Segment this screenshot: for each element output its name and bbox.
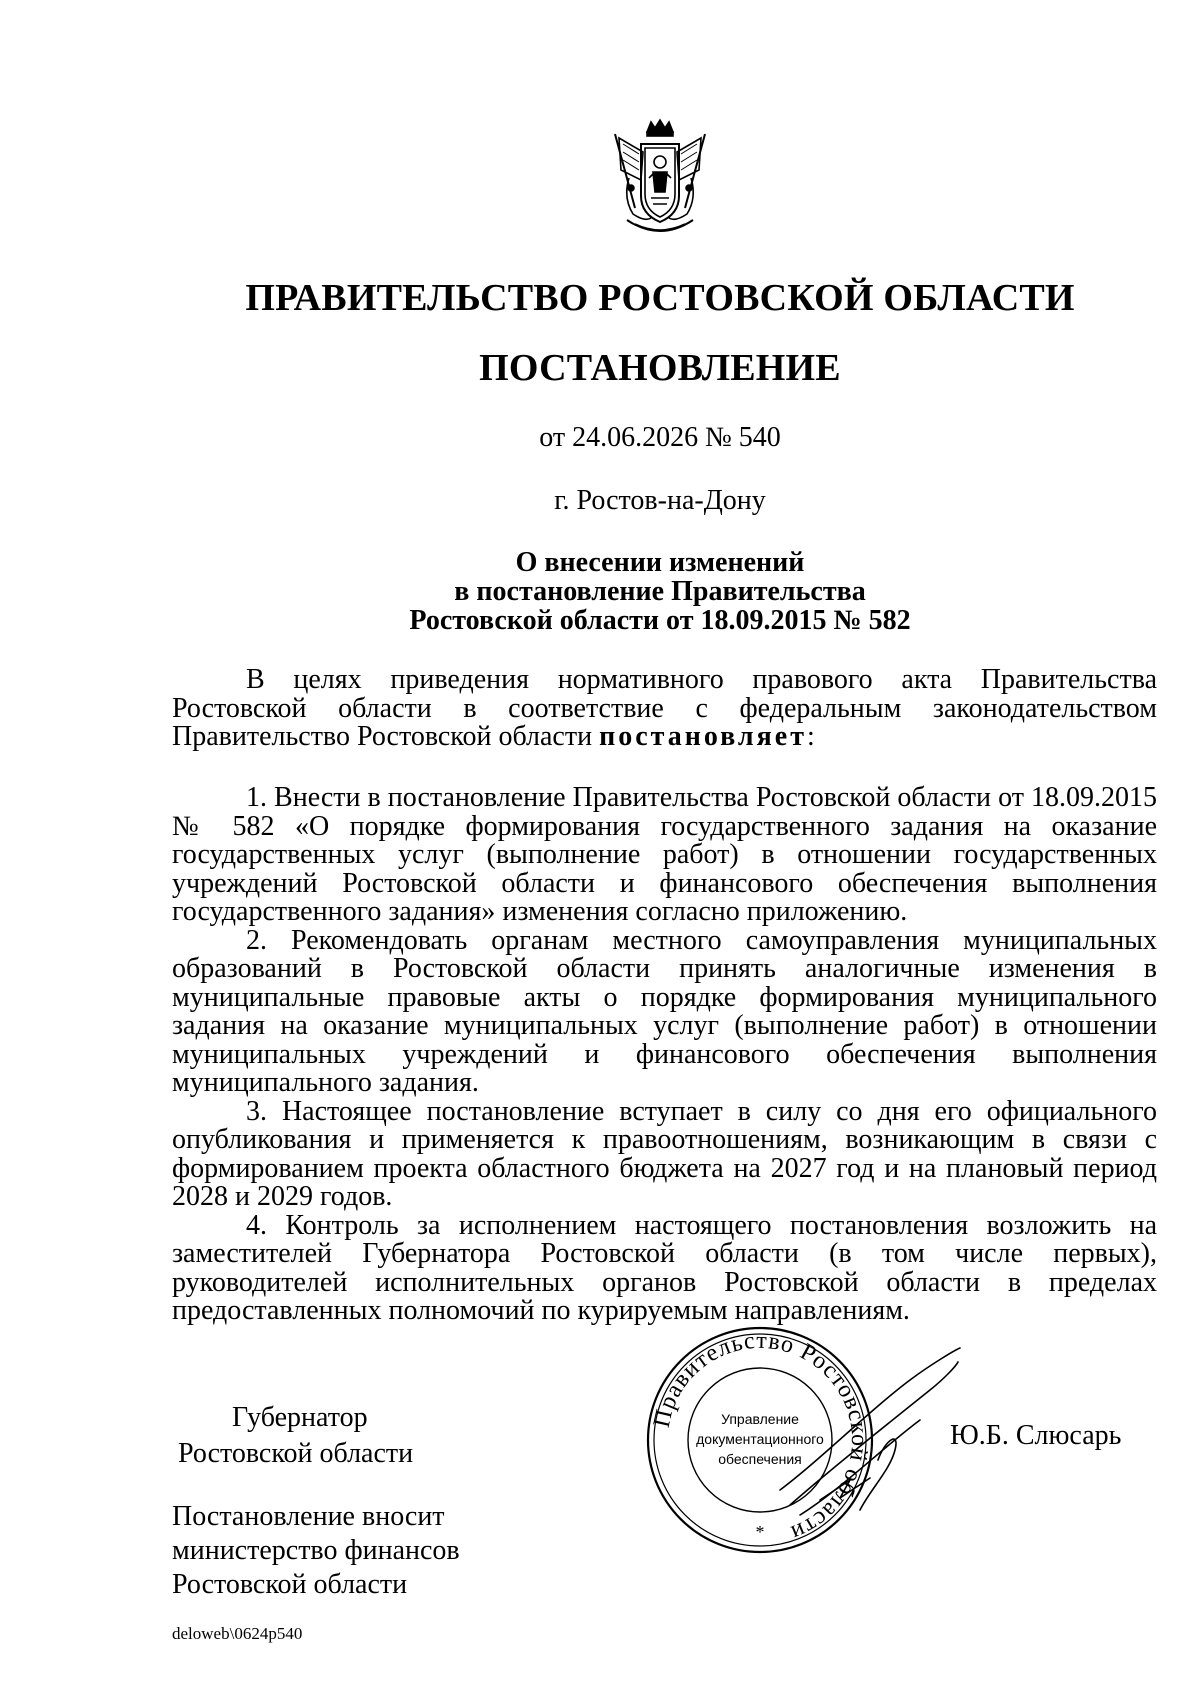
signer-position-line-1: Губернатор	[232, 1402, 368, 1433]
document-code: deloweb\0624p540	[172, 1624, 303, 1643]
resolution-item-2: 2. Рекомендовать органам местного самоуправления муниципальных образований в Ростовской области принять аналогичные изменения в муниципальные правовые акты о порядке формирования муниципального задания на оказание муниципальных услуг (выполнение работ) в отношении муниципальных учреждений и финансового обеспечения выполнения муниципального задания.	[172, 924, 1157, 1098]
resolution-item-4: 4. Контроль за исполнением настоящего постановления возложить на заместителей Губернатора Ростовской области (в том числе первых), руководителей исполнительных органов Ростовской области в пределах предоставленных полномочий по курируемым направлениям.	[172, 1209, 1157, 1326]
resolution-items	[172, 784, 1157, 1326]
stamp-inner-line-3: обеспечения	[718, 1451, 802, 1467]
signer-name: Ю.Б. Слюсарь	[950, 1420, 1122, 1451]
doc-city: г. Ростов-на-Дону	[554, 485, 766, 516]
doc-subject	[0, 548, 1200, 635]
stamp-ring-text: Правительство Ростовской области	[648, 1327, 873, 1547]
coat-of-arms-emblem	[605, 118, 715, 240]
resolution-item-3: 3. Настоящее постановление вступает в силу со дня его официального опубликования и применяется к правоотношениям, возникающим в связи с формированием проекта областного бюджета на 2027 год и на плановый период 2028 и 2029 годов.	[172, 1095, 1157, 1212]
preamble-ending: :	[806, 721, 815, 752]
doc-type-title: ПОСТАНОВЛЕНИЕ	[479, 347, 841, 389]
org-title: ПРАВИТЕЛЬСТВО РОСТОВСКОЙ ОБЛАСТИ	[245, 277, 1075, 319]
signer-position-line-2: Ростовской области	[178, 1438, 414, 1469]
stamp-inner-line-2: документационного	[696, 1431, 824, 1447]
handwritten-signature	[760, 1340, 980, 1540]
stamp-star: *	[755, 1522, 765, 1542]
subject-line-1: О внесении изменений	[515, 547, 805, 578]
doc-date-number: от 24.06.2026 № 540	[539, 422, 781, 453]
submitter-line-3: Ростовской области	[172, 1569, 408, 1600]
submitter-line-2: министерство финансов	[172, 1535, 460, 1566]
signer-position	[172, 1400, 413, 1472]
resolution-item-1: 1. Внести в постановление Правительства Ростовской области от 18.09.2015 № 582 «О порядке формирования государственного задания на оказание государственных услуг (выполнение работ) в отношении государственных учреждений Ростовской области и финансового обеспечения выполнения государственного задания» изменения согласно приложению.	[172, 782, 1157, 927]
preamble-paragraph	[172, 666, 1157, 752]
submitter-note	[172, 1500, 460, 1602]
preamble-text: В целях приведения нормативного правового акта Правительства Ростовской области в соответствие с федеральным законодательством Правительство Ростовской области	[172, 664, 1157, 752]
subject-line-2: в постановление Правительства	[454, 576, 866, 607]
submitter-line-1: Постановление вносит	[172, 1501, 445, 1532]
subject-line-3: Ростовской области от 18.09.2015 № 582	[409, 605, 911, 636]
stamp-inner-line-1: Управление	[721, 1411, 799, 1427]
preamble	[172, 666, 1157, 752]
preamble-emphasis: постановляет	[599, 721, 807, 752]
